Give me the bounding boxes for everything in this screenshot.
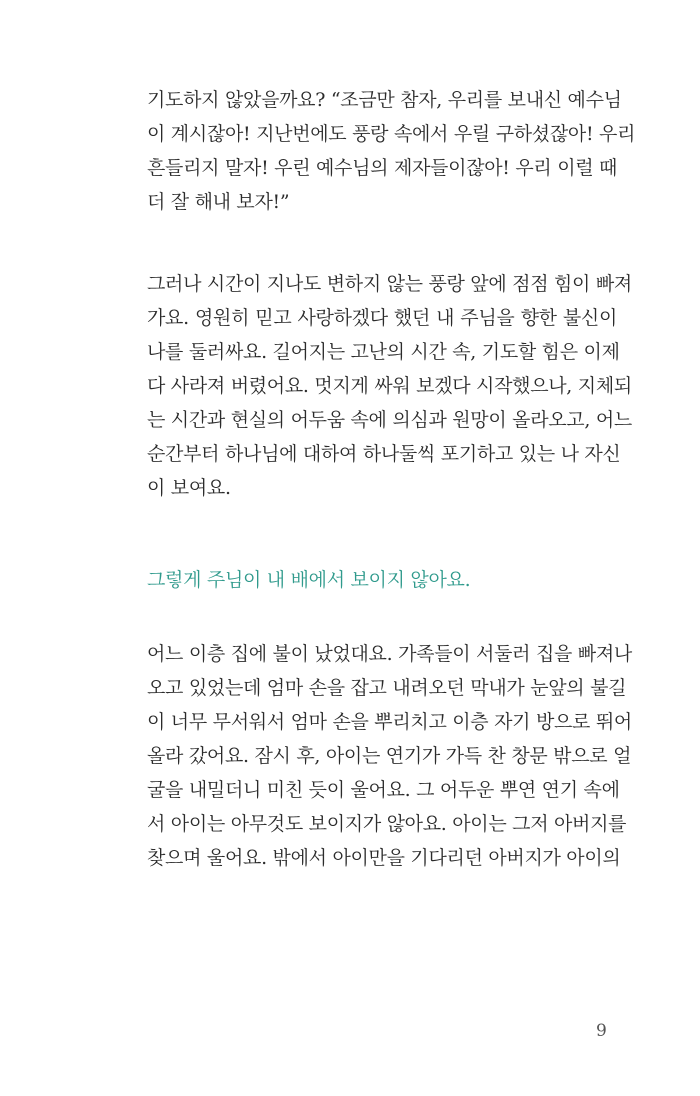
text-line: 서 아이는 아무것도 보이지가 않아요. 아이는 그저 아버지를 [147, 813, 627, 835]
text-line: 이 계시잖아! 지난번에도 풍랑 속에서 우릴 구하셨잖아! 우리 [147, 123, 636, 145]
text-line: 기도하지 않았을까요? “조금만 참자, 우리를 보내신 예수님 [147, 89, 622, 111]
text-line: 는 시간과 현실의 어두움 속에 의심과 원망이 올라오고, 어느 [147, 409, 632, 431]
paragraph-prayer [147, 83, 636, 219]
text-line: 이 보여요. [147, 477, 231, 499]
text-line: 굴을 내밀더니 미친 듯이 울어요. 그 어두운 뿌연 연기 속에 [147, 779, 620, 801]
text-line: 순간부터 하나님에 대하여 하나둘씩 포기하고 있는 나 자신 [147, 443, 621, 465]
text-line: 이 너무 무서워서 엄마 손을 뿌리치고 이층 자기 방으로 뛰어 [147, 711, 632, 733]
section-heading: 그렇게 주님이 내 배에서 보이지 않아요. [147, 569, 471, 591]
text-line: 올라 갔어요. 잠시 후, 아이는 연기가 가득 찬 창문 밖으로 얼 [147, 745, 632, 767]
paragraph-fire-story [147, 637, 632, 875]
text-line: 나를 둘러싸요. 길어지는 고난의 시간 속, 기도할 힘은 이제 [147, 341, 620, 363]
text-line: 가요. 영원히 믿고 사랑하겠다 했던 내 주님을 향한 불신이 [147, 307, 617, 329]
text-line: 흔들리지 말자! 우린 예수님의 제자들이잖아! 우리 이럴 때 [147, 157, 618, 179]
paragraph-storm [147, 267, 632, 505]
text-line: 그러나 시간이 지나도 변하지 않는 풍랑 앞에 점점 힘이 빠져 [147, 273, 632, 295]
text-line: 다 사라져 버렸어요. 멋지게 싸워 보겠다 시작했으나, 지체되 [147, 375, 632, 397]
text-line: 오고 있었는데 엄마 손을 잡고 내려오던 막내가 눈앞의 불길 [147, 677, 627, 699]
text-line: 어느 이층 집에 불이 났었대요. 가족들이 서둘러 집을 빠져나 [147, 643, 632, 665]
text-line: 찾으며 울어요. 밖에서 아이만을 기다리던 아버지가 아이의 [147, 847, 621, 869]
page-number: 9 [596, 1021, 607, 1041]
text-line: 더 잘 해내 보자!” [147, 191, 290, 213]
